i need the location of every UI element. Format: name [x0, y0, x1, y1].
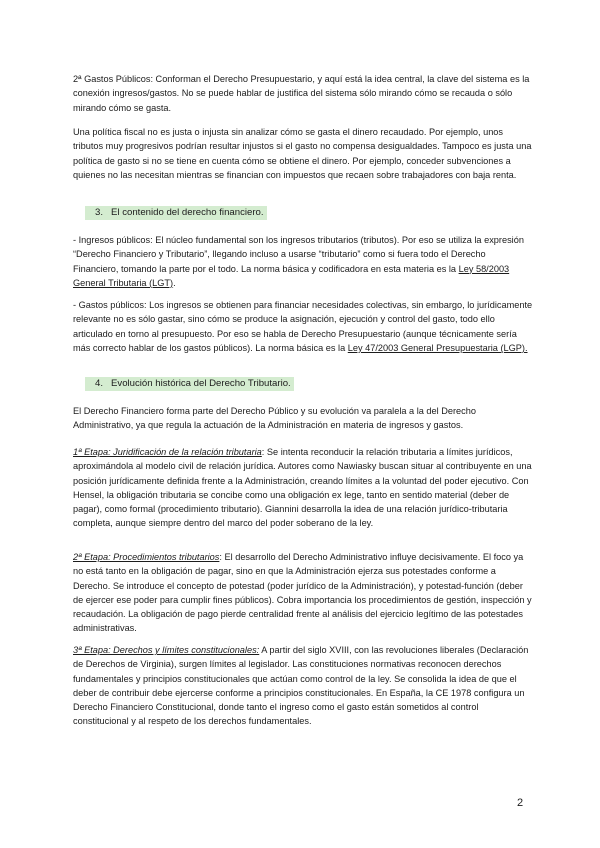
paragraph-gastos-publicos-stage: 2ª Gastos Públicos: Conforman el Derecho Presupuestario, y aquí está la idea central, la clave del sistema es la conexión ingresos/gastos. No se puede hablar de justifica del sistema sólo mirando cómo se recauda o sólo mirando cómo se gasta.	[73, 74, 530, 113]
section-title: El contenido del derecho financiero	[111, 207, 261, 218]
stage-label: 2ª Etapa: Procedimientos tributarios	[73, 552, 220, 562]
paragraph-stage-3: 3ª Etapa: Derechos y límites constitucionales: A partir del siglo XVIII, con las revoluciones liberales (Declaración de Derechos de Virginia), surgen límites al legislador. Las constituciones normativas reconocen derechos fundamentales y principios constitucionales que actúan como control de la ley. Se consolida la idea de que el deber de contribuir debe ejercerse conforme a principios constitucionales. En España, la CE 1978 configura un Derecho Financiero Constitucional, donde tanto el ingreso como el gasto están sometidos al control constitucional y al respeto de los derechos fundamentales.	[73, 645, 529, 727]
stage-label: 1ª Etapa: Juridificación de la relación tributaria	[73, 447, 262, 457]
section-number: 4.	[95, 378, 104, 389]
page-number: 2	[517, 797, 524, 809]
paragraph-evolution-intro: El Derecho Financiero forma parte del Derecho Público y su evolución va paralela a la del Derecho Administrativo, ya que regula la actuación de la Administración en materia de ingresos y gastos.	[73, 406, 476, 431]
paragraph-fiscal-policy: Una política fiscal no es justa o injusta sin analizar cómo se gasta el dinero recaudado. Por ejemplo, unos tributos muy progresivos podrían resultar injustos si el gasto no compensa desigualdades. Tampoco es justa una política de gasto si no se tiene en cuenta cómo se obtiene el dinero. Por ejemplo, conceder subvenciones a quienes no las necesitan mientras se financian con impuestos que recaen sobre trabajadores con baja renta.	[73, 127, 532, 180]
section-heading-3: 3. El contenido del derecho financiero.	[85, 206, 267, 220]
stage-label: 3ª Etapa: Derechos y límites constitucionales:	[73, 645, 260, 655]
paragraph-gastos-publicos: - Gastos públicos: Los ingresos se obtienen para financiar necesidades colectivas, sin embargo, lo jurídicamente relevante no es sólo gastar, sino cómo se produce la asignación, ejecución y control del gasto, todo ello articulado en torno al presupuesto. Por eso se habla de Derecho Presupuestario (aunque técnicamente sería más correcto hablar de los gastos públicos). La norma básica es la Ley 47/2003 General Presupuestaria (LGP).	[73, 300, 533, 353]
paragraph-ingresos-publicos: - Ingresos públicos: El núcleo fundamental son los ingresos tributarios (tributos). Por eso se utiliza la expresión “Derecho Financiero y Tributario”, llegando incluso a usarse “tributario” como si fuera todo el Derecho Financiero, tomando la parte por el todo. La norma básica y codificadora en esta materia es la Ley 58/2003 General Tributaria (LGT).	[73, 235, 524, 288]
section-heading-4: 4. Evolución histórica del Derecho Tributario.	[85, 377, 294, 391]
paragraph-stage-1: 1ª Etapa: Juridificación de la relación tributaria: Se intenta reconducir la relación tributaria a límites jurídicos, aproximándola al modelo civil de relación jurídica. Autores como Nawiasky buscan situar al contribuyente en una posición jurídicamente definida frente a la Administración, creando límites a la voluntad del poder ejecutivo. Con Hensel, la obligación tributaria se concibe como una obligación ex lege, tanto en sentido material (deber de pagar), como formal (procedimiento tributario). Giannini desarrolla la idea de una relación jurídico-tributaria completa, aunque siempre dentro del marco del poder soberano de la ley.	[73, 447, 532, 529]
law-reference-lgt: Ley 58/2003 General Tributaria (LGT)	[73, 263, 510, 288]
law-reference-lgp: Ley 47/2003 General Presupuestaria (LGP).	[347, 342, 528, 353]
paragraph-stage-2: 2ª Etapa: Procedimientos tributarios: El desarrollo del Derecho Administrativo influye decisivamente. El foco ya no está tanto en la obligación de pagar, sino en que la Administración ejerza sus potestades conforme a Derecho. Se introduce el concepto de potestad (poder jurídico de la Administración), y potestad-función (deber de ejercer ese poder para cumplir fines públicos). Cobra importancia los procedimientos de gestión, inspección y recaudación. La obligación de pago pierde centralidad frente al análisis del ejercicio legítimo de las potestades administrativas.	[73, 552, 532, 634]
section-title: Evolución histórica del Derecho Tributario	[111, 378, 289, 389]
section-number: 3.	[95, 207, 104, 218]
